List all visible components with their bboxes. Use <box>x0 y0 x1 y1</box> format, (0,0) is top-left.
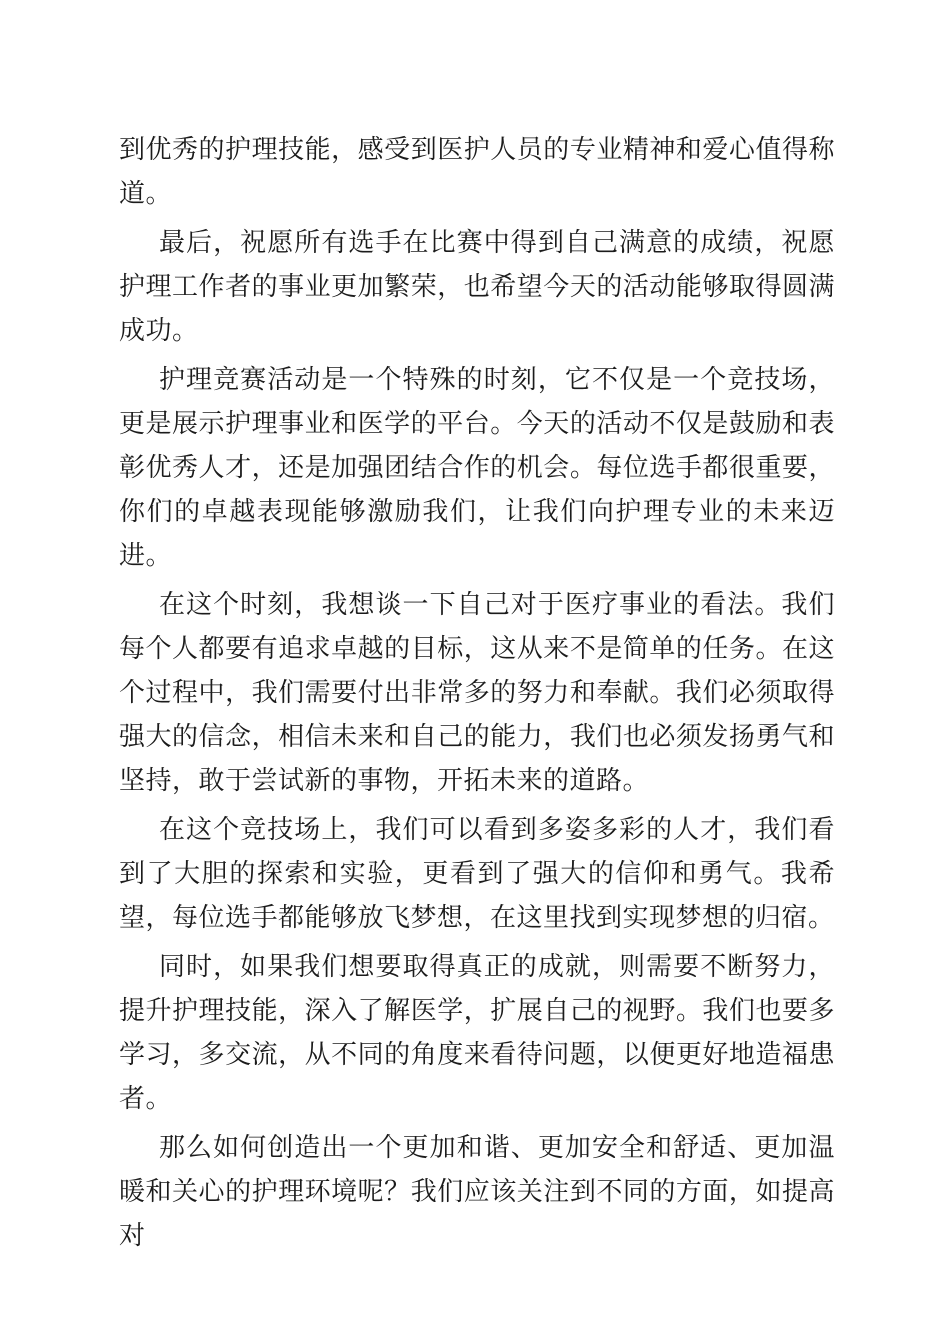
paragraph-continuation: 到优秀的护理技能，感受到医护人员的专业精神和爱心值得称道。 <box>119 135 835 209</box>
paragraph: 在这个竞技场上，我们可以看到多姿多彩的人才，我们看到了大胆的探索和实验，更看到了强大的信仰和勇气。我希望，每位选手都能够放飞梦想，在这里找到实现梦想的归宿。 <box>119 815 835 933</box>
paragraph: 在这个时刻，我想谈一下自己对于医疗事业的看法。我们每个人都要有追求卓越的目标，这从来不是简单的任务。在这个过程中，我们需要付出非常多的努力和奉献。我们必须取得强大的信念，相信未来和自己的能力，我们也必须发扬勇气和坚持，敢于尝试新的事物，开拓未来的道路。 <box>119 590 835 796</box>
paragraph: 同时，如果我们想要取得真正的成就，则需要不断努力，提升护理技能，深入了解医学，扩展自己的视野。我们也要多学习，多交流，从不同的角度来看待问题，以便更好地造福患者。 <box>119 952 835 1114</box>
paragraph: 护理竞赛活动是一个特殊的时刻，它不仅是一个竞技场，更是展示护理事业和医学的平台。今天的活动不仅是鼓励和表彰优秀人才，还是加强团结合作的机会。每位选手都很重要，你们的卓越表现能够激励我们，让我们向护理专业的未来迈进。 <box>119 365 835 571</box>
paragraph-cutoff: 那么如何创造出一个更加和谐、更加安全和舒适、更加温暖和关心的护理环境呢？我们应该关注到不同的方面，如提高对 <box>119 1133 835 1251</box>
document-body <box>119 128 835 1258</box>
paragraph: 最后，祝愿所有选手在比赛中得到自己满意的成绩，祝愿护理工作者的事业更加繁荣，也希望今天的活动能够取得圆满成功。 <box>119 228 835 346</box>
